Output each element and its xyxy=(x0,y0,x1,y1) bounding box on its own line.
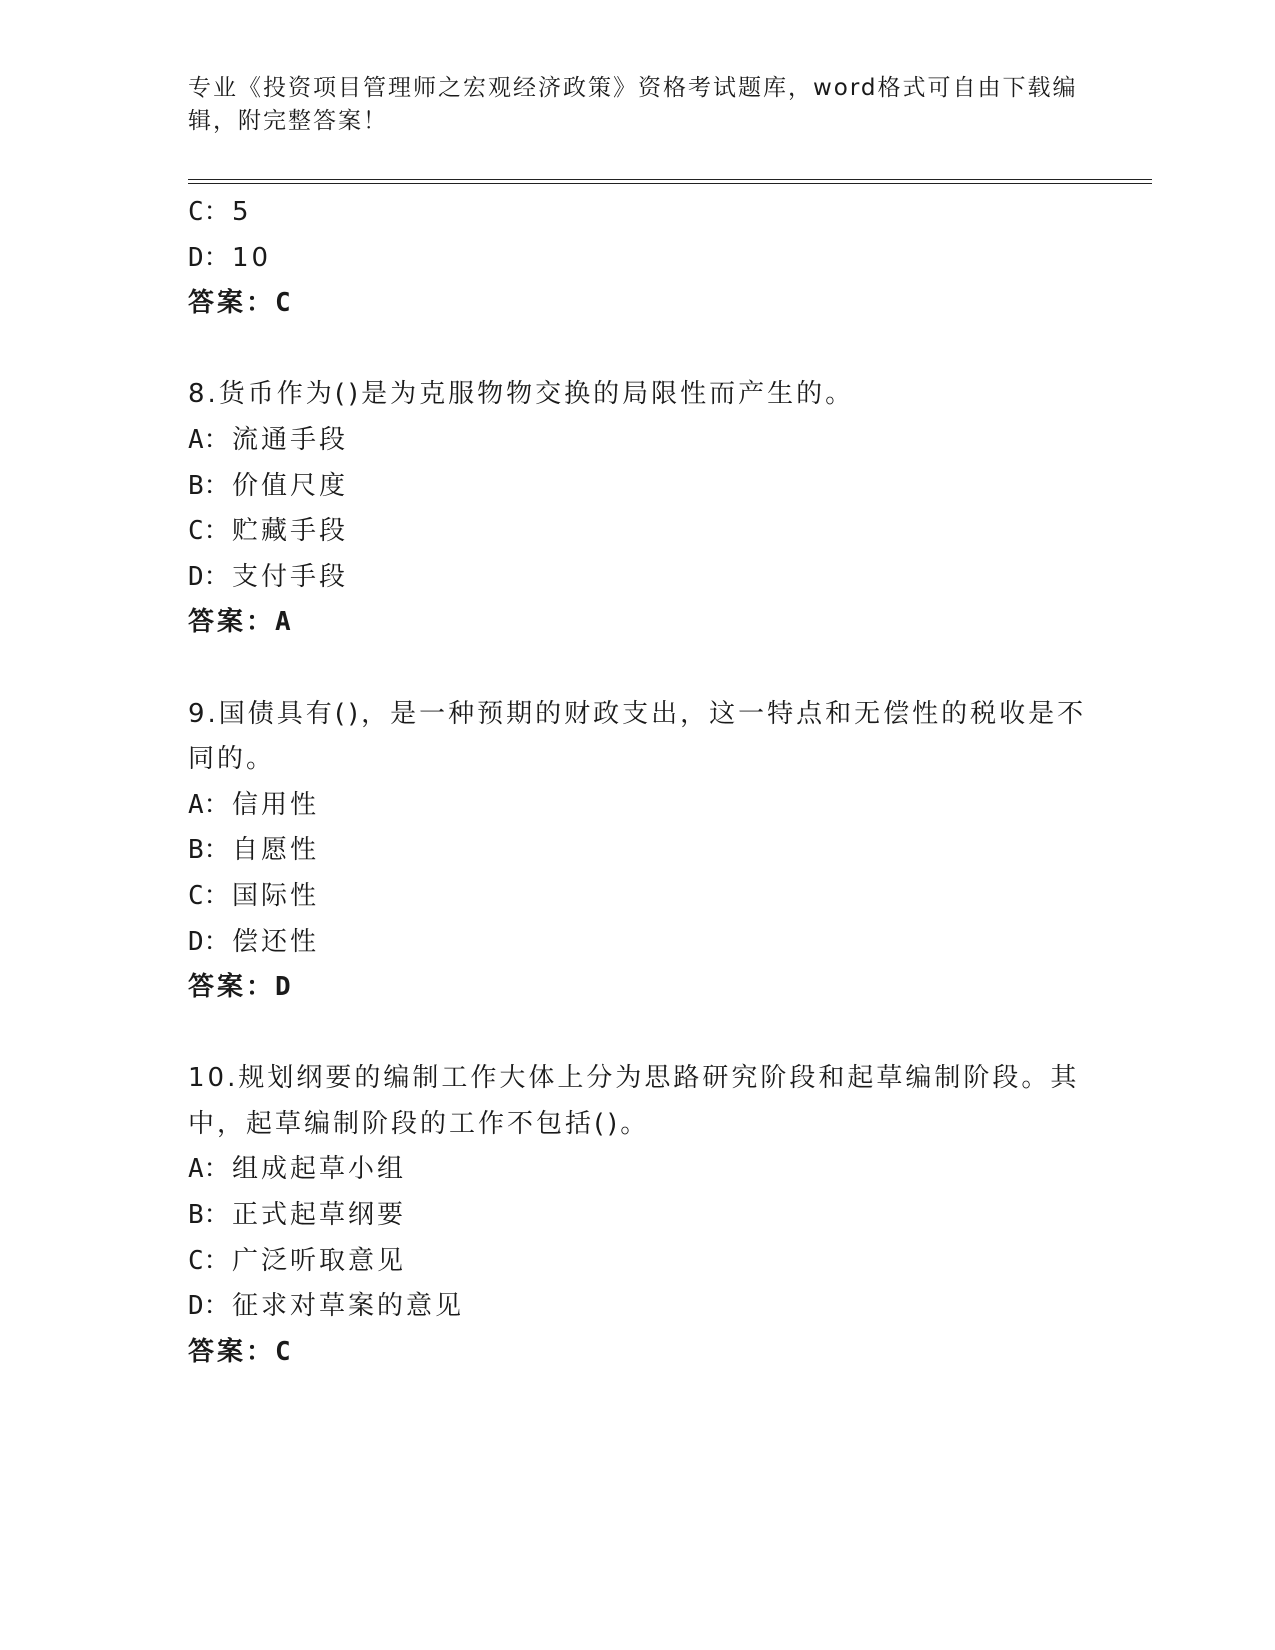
question-content xyxy=(188,190,1088,1375)
option-line xyxy=(188,1147,1088,1193)
option-line xyxy=(188,828,1088,874)
option-line xyxy=(188,874,1088,920)
question-stem: 9.国债具有()，是一种预期的财政支出，这一特点和无偿性的税收是不同的。 xyxy=(188,698,1087,775)
option-text: 贮藏手段 xyxy=(232,516,349,547)
answer-label: 答案： xyxy=(188,972,276,1003)
option-line xyxy=(188,1284,1088,1330)
option-text: 5 xyxy=(232,197,252,227)
header-rule-bottom xyxy=(188,183,1152,184)
option-text: 价值尺度 xyxy=(232,470,349,501)
option-text: 广泛听取意见 xyxy=(232,1245,407,1276)
option-key: A： xyxy=(188,424,230,455)
option-text: 支付手段 xyxy=(232,561,349,592)
answer-value: A xyxy=(275,607,294,638)
spacer xyxy=(188,1011,1088,1057)
question-9 xyxy=(188,692,1088,1011)
option-key: D： xyxy=(188,561,230,592)
option-text: 组成起草小组 xyxy=(232,1154,407,1185)
option-line xyxy=(188,783,1088,829)
option-text: 征求对草案的意见 xyxy=(232,1291,465,1322)
answer-value: D xyxy=(275,972,294,1003)
header-rule-top xyxy=(188,179,1152,180)
option-text: 正式起草纲要 xyxy=(232,1200,407,1231)
option-line xyxy=(188,509,1088,555)
answer-label: 答案： xyxy=(188,288,276,319)
document-header: 专业《投资项目管理师之宏观经济政策》资格考试题库，word格式可自由下载编辑，附完整答案！ xyxy=(188,75,1078,134)
answer-line xyxy=(188,600,1088,646)
option-line xyxy=(188,920,1088,966)
option-line xyxy=(188,1193,1088,1239)
answer-line xyxy=(188,281,1088,327)
question-stem: 8.货币作为()是为克服物物交换的局限性而产生的。 xyxy=(188,379,855,410)
answer-label: 答案： xyxy=(188,607,276,638)
spacer xyxy=(188,327,1088,373)
option-key: C： xyxy=(188,197,230,227)
option-text: 信用性 xyxy=(232,789,320,820)
option-key: B： xyxy=(188,1200,230,1231)
option-line xyxy=(188,418,1088,464)
prev-question xyxy=(188,190,1088,327)
option-key: A： xyxy=(188,1154,230,1185)
option-key: D： xyxy=(188,1291,230,1322)
option-text: 偿还性 xyxy=(232,926,320,957)
option-key: C： xyxy=(188,516,230,547)
option-key: B： xyxy=(188,470,230,501)
answer-label: 答案： xyxy=(188,1336,276,1367)
option-key: C： xyxy=(188,880,230,911)
option-line xyxy=(188,464,1088,510)
option-text: 自愿性 xyxy=(232,835,320,866)
spacer xyxy=(188,646,1088,692)
question-stem: 10.规划纲要的编制工作大体上分为思路研究阶段和起草编制阶段。其中，起草编制阶段的工作不包括()。 xyxy=(188,1063,1080,1139)
option-line xyxy=(188,190,1088,236)
option-line xyxy=(188,555,1088,601)
option-key: B： xyxy=(188,835,230,866)
option-text: 10 xyxy=(232,242,272,273)
option-key: D： xyxy=(188,242,230,273)
option-key: A： xyxy=(188,789,230,820)
answer-line xyxy=(188,965,1088,1011)
option-text: 国际性 xyxy=(232,880,320,911)
option-text: 流通手段 xyxy=(232,424,349,455)
option-line xyxy=(188,1239,1088,1285)
answer-value: C xyxy=(275,288,294,319)
question-8 xyxy=(188,372,1088,646)
option-key: D： xyxy=(188,926,230,957)
answer-value: C xyxy=(275,1336,294,1367)
answer-line xyxy=(188,1330,1088,1376)
option-line xyxy=(188,236,1088,282)
option-key: C： xyxy=(188,1245,230,1276)
question-10 xyxy=(188,1056,1088,1375)
